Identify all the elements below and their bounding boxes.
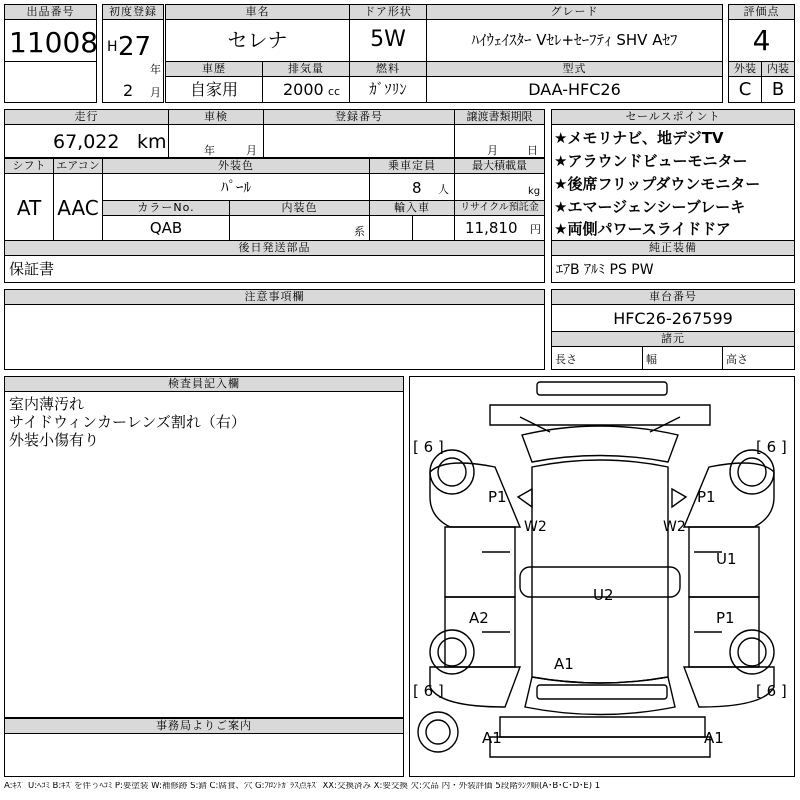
front-bumper [537,382,667,395]
mileage-unit: km [137,131,167,153]
inspector-header: 検査員記入欄 [4,376,404,392]
rear-lower [490,737,710,757]
later-parts-header: 後日発送部品 [4,240,545,256]
displacement-unit: cc [328,85,341,98]
score: 4 [752,24,771,57]
aircon: AAC [57,196,99,220]
interior-grade: B [771,79,785,100]
inspector-line-3: 外装小傷有り [9,431,100,449]
door-header: ドア形状 [349,4,427,20]
max-load-unit: kg [528,186,541,197]
office-cell [4,733,404,777]
equipment: ｴｱB ｱﾙﾐ PS PW [556,262,654,278]
tire-front-left [430,450,474,494]
registration-year: 27 [118,32,152,62]
lot-number-cell [4,19,97,62]
damage-mark: A1 [482,729,502,747]
sales-point-5: ★両側パワースライドドア [554,220,731,238]
capacity-cell [369,173,455,201]
exterior-grade-header: 外装 [728,61,762,77]
sales-points-header: セールスポイント [551,109,795,125]
month-unit: 月 [150,86,161,99]
model-header: 型式 [426,61,723,77]
damage-mark: W2 [663,519,686,535]
inspector-line-2: サイドウィンカーレンズ割れ（右） [9,413,246,431]
shift: AT [16,196,42,220]
width-label: 幅 [646,353,657,366]
sales-point-4: ★エマージェンシーブレーキ [554,198,746,216]
model: DAA-HFC26 [528,80,621,99]
lot-number-lower [4,61,97,103]
sales-point-1: ★メモリナビ、地デジTV [554,129,724,147]
recycle-cell [454,215,545,241]
color-number-cell [102,215,230,241]
color-number-header: カラーNo. [102,200,230,216]
width-cell [642,346,723,370]
transfer-deadline-cell [454,124,545,158]
max-load-cell [454,173,545,201]
sales-points-cell [551,124,795,241]
fuel: ｶﾞｿﾘﾝ [369,80,407,98]
door-cell [349,19,427,62]
lot-number: 11008 [9,26,99,59]
car-diagram [409,376,795,777]
equipment-header: 純正装備 [551,240,795,256]
score-cell [728,19,795,62]
car-name-header: 車名 [165,4,350,20]
front-panel [490,405,710,425]
capacity-header: 乗車定員 [369,158,455,174]
legend: A:ｷｽﾞ U:ﾍｺﾐ B:ｷｽﾞを伴うﾍｺﾐ P:要塗装 W:補修跡 S:錆 C:腐食、穴 G:ﾌﾛﾝﾄｶﾞﾗｽ点ｷｽﾞ XX:交換済み X:要交換 欠:欠品 内・外装評価 5段階ﾗﾝｸ順(A･B･C･D･E) 1 [4,782,601,791]
tire-front-right [730,450,774,494]
notes-cell [4,304,545,370]
damage-mark: A1 [704,729,724,747]
chassis-header: 車台番号 [551,289,795,305]
recycle-header: リサイクル預託金 [454,200,545,216]
damage-mark: P1 [716,609,735,627]
fuel-cell [349,76,427,103]
mirror-right [672,489,686,507]
inspector-line-1: 室内薄汚れ [9,395,85,413]
sales-point-3: ★後席フリップダウンモニター [554,175,761,193]
exterior-color-header: 外装色 [102,158,370,174]
lot-number-header: 出品番号 [4,4,97,20]
capacity-unit: 人 [438,183,449,196]
grade: ﾊｲｳｪｲｽﾀｰ Vｾﾚ+ｾｰﾌﾃｨ SHV Aｾﾌ [471,31,678,49]
mileage-header: 走行 [4,109,169,125]
registration-month: 2 [123,81,134,100]
transfer-deadline-header: 譲渡書類期限 [454,109,545,125]
interior-color-unit: 系 [354,225,365,238]
history: 自家用 [189,80,238,99]
displacement-cell [262,76,350,103]
era: H [107,39,118,55]
damage-mark: P1 [697,488,716,506]
damage-mark: U2 [593,586,614,604]
tire-label-rear-right: [ 6 ] [756,682,787,700]
history-header: 車歴 [165,61,263,77]
office-header: 事務局よりご案内 [4,718,404,734]
max-load-header: 最大積載量 [454,158,545,174]
notes-header: 注意事項欄 [4,289,545,305]
equipment-cell [551,255,795,283]
aircon-header: エアコン [53,158,103,174]
inspection-header: 車検 [168,109,264,125]
model-cell [426,76,723,103]
grade-cell [426,19,723,62]
inspection-cell [168,124,264,158]
interior-color-header: 内装色 [229,200,370,216]
damage-mark: A1 [554,655,574,673]
exterior-grade-cell [728,76,762,103]
interior-color-cell [229,215,370,241]
later-parts: 保証書 [9,260,55,278]
recycle-fee: 11,810 [465,219,518,237]
car-name: セレナ [227,28,288,52]
height-cell [722,346,795,370]
score-header: 評価点 [728,4,795,20]
registration-number-cell [263,124,455,158]
displacement-header: 排気量 [262,61,350,77]
exterior-color: ﾊﾟｰﾙ [220,178,251,196]
grade-header: グレード [426,4,723,20]
tire-label-rear-left: [ 6 ] [413,682,444,700]
capacity: 8 [412,179,422,197]
mirror-left [518,489,532,507]
rear-window [525,677,675,715]
door-type: 5W [370,27,406,52]
length-cell [551,346,643,370]
color-number: QAB [149,219,183,237]
exterior-grade: C [738,79,752,100]
history-cell [165,76,263,103]
left-front-door [445,527,515,597]
first-registration-cell [102,19,164,103]
tire-label-front-left: [ 6 ] [413,438,444,456]
shift-header: シフト [4,158,54,174]
roof [532,460,668,683]
chassis-cell [551,304,795,332]
inspection-month-unit: 月 [246,144,257,157]
year-unit: 年 [150,63,161,76]
damage-mark: W2 [524,519,547,535]
dimensions-header: 諸元 [551,331,795,347]
damage-mark: U1 [716,550,737,568]
rear-bumper [537,685,667,699]
recycle-unit: 円 [530,223,541,236]
fuel-header: 燃料 [349,61,427,77]
chassis-number: HFC26-267599 [613,309,733,328]
damage-mark: P1 [488,488,507,506]
sales-point-2: ★アラウンドビューモニター [554,152,748,170]
car-name-cell [165,19,350,62]
shift-cell [4,173,54,241]
tire-spare [418,712,458,752]
import-header: 輸入車 [369,200,455,216]
later-parts-cell [4,255,545,283]
windshield [522,426,678,462]
aircon-cell [53,173,103,241]
interior-grade-header: 内装 [761,61,795,77]
transfer-month-unit: 月 [487,144,498,157]
import-cell-a [369,215,413,241]
tire-label-front-right: [ 6 ] [756,438,787,456]
registration-number-header: 登録番号 [263,109,455,125]
damage-mark: A2 [469,609,489,627]
displacement: 2000 [283,80,324,99]
import-cell-b [412,215,455,241]
interior-grade-cell [761,76,795,103]
inspection-year-unit: 年 [204,144,215,157]
mileage-cell [4,124,169,158]
height-label: 高さ [726,353,748,366]
exterior-color-cell [102,173,370,201]
first-registration-header: 初度登録 [102,4,164,20]
transfer-day-unit: 日 [527,144,538,157]
mileage: 67,022 [53,131,120,153]
inspector-cell [4,391,404,718]
length-label: 長さ [555,353,577,366]
